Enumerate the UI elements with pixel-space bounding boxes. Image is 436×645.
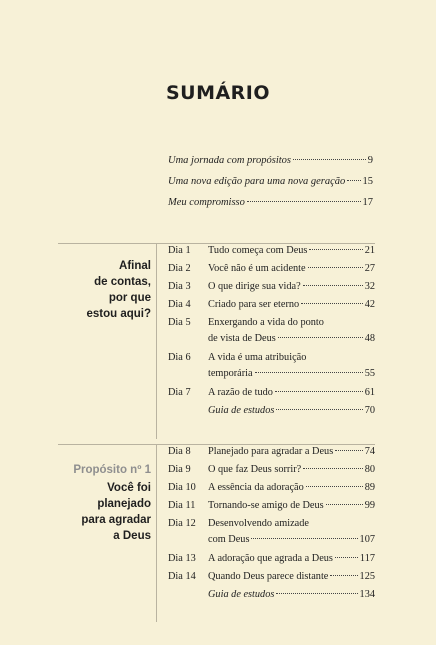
- leader-dots: [278, 337, 363, 338]
- entry-content: [208, 553, 375, 571]
- entry-title: O que faz Deus sorrir?: [208, 464, 302, 475]
- entry-day: Dia 11: [168, 500, 196, 511]
- entry-page: 74: [364, 446, 375, 457]
- entry-line: [208, 446, 375, 464]
- entry-line: [208, 500, 375, 518]
- entry-content: [208, 317, 375, 352]
- entry-day: Dia 14: [168, 571, 196, 582]
- section1-entries: [168, 245, 375, 423]
- intro-entry[interactable]: [168, 176, 373, 197]
- entry-page: 117: [359, 553, 375, 564]
- section2-vertical-rule: [156, 444, 157, 622]
- toc-entry[interactable]: [168, 464, 375, 482]
- entry-content: [208, 518, 375, 553]
- entry-content: [208, 589, 375, 607]
- entry-title: Desenvolvendo amizade: [208, 518, 309, 529]
- toc-entry[interactable]: [168, 571, 375, 589]
- entry-title: A vida é uma atribuição: [208, 352, 307, 363]
- leader-dots: [306, 486, 363, 487]
- leader-dots: [335, 450, 362, 451]
- leader-dots: [247, 201, 361, 202]
- entry-title: Tudo começa com Deus: [208, 245, 308, 256]
- intro-entry-title: Meu compromisso: [168, 197, 245, 208]
- entry-line: [208, 571, 375, 589]
- toc-entry[interactable]: [168, 387, 375, 405]
- entry-title: Criado para ser eterno: [208, 299, 300, 310]
- section1-heading-line: de contas,: [94, 276, 151, 288]
- entry-content: [208, 245, 375, 263]
- leader-dots: [251, 538, 357, 539]
- entry-page: 89: [364, 482, 375, 493]
- entry-content: [208, 352, 375, 387]
- entry-day: Dia 8: [168, 446, 191, 457]
- entry-page: 107: [359, 534, 375, 545]
- entry-page: 21: [364, 245, 375, 256]
- entry-line: [208, 281, 375, 299]
- entry-page: 27: [364, 263, 375, 274]
- entry-page: 134: [359, 589, 375, 600]
- entry-content: [208, 482, 375, 500]
- leader-dots: [303, 285, 363, 286]
- page-title: SUMÁRIO: [165, 82, 271, 104]
- entry-title: temporária: [208, 368, 253, 379]
- entry-page: 32: [364, 281, 375, 292]
- toc-entry[interactable]: [168, 352, 375, 387]
- entry-content: [208, 281, 375, 299]
- entry-title: Tornando-se amigo de Deus: [208, 500, 324, 511]
- entry-content: [208, 500, 375, 518]
- leader-dots: [330, 575, 357, 576]
- leader-dots: [309, 249, 362, 250]
- entry-line: [208, 534, 375, 553]
- entry-title: Você não é um acidente: [208, 263, 306, 274]
- intro-entry-page: 9: [367, 155, 373, 166]
- toc-entry[interactable]: [168, 589, 375, 607]
- leader-dots: [303, 468, 362, 469]
- leader-dots: [255, 372, 363, 373]
- section2-entries: [168, 446, 375, 607]
- section1-heading: [86, 258, 151, 322]
- entry-day: Dia 2: [168, 263, 191, 274]
- toc-entry[interactable]: [168, 500, 375, 518]
- entry-day: Dia 7: [168, 387, 191, 398]
- intro-entry-title: Uma nova edição para uma nova geração: [168, 176, 346, 187]
- entry-title: Quando Deus parece distante: [208, 571, 329, 582]
- intro-entry-title: Uma jornada com propósitos: [168, 155, 291, 166]
- entry-day: Dia 13: [168, 553, 196, 564]
- entry-line: [208, 333, 375, 352]
- toc-entry[interactable]: [168, 263, 375, 281]
- toc-entry[interactable]: [168, 553, 375, 571]
- entry-line: [208, 245, 375, 263]
- entry-page: 48: [364, 333, 375, 344]
- leader-dots: [335, 557, 358, 558]
- leader-dots: [276, 409, 362, 410]
- entry-day: Dia 6: [168, 352, 191, 363]
- section1-divider: [58, 243, 375, 244]
- section2-subtitle: Propósito nº 1: [73, 464, 151, 476]
- entry-day: [168, 405, 208, 423]
- entry-content: [208, 405, 375, 423]
- entry-day: Dia 10: [168, 482, 196, 493]
- leader-dots: [276, 593, 357, 594]
- toc-entry[interactable]: [168, 482, 375, 500]
- entry-day: [168, 589, 208, 607]
- intro-entry[interactable]: [168, 155, 373, 176]
- toc-entry[interactable]: [168, 317, 375, 352]
- entry-page: 42: [364, 299, 375, 310]
- entry-day: Dia 5: [168, 317, 191, 328]
- section1-vertical-rule: [156, 243, 157, 439]
- leader-dots: [326, 504, 363, 505]
- entry-page: 99: [364, 500, 375, 511]
- entry-page: 55: [364, 368, 375, 379]
- section2-heading-line: Você foi: [107, 482, 151, 494]
- entry-line: [208, 518, 375, 534]
- section2-divider: [58, 444, 375, 445]
- leader-dots: [301, 303, 363, 304]
- leader-dots: [275, 391, 363, 392]
- entry-line: [208, 317, 375, 333]
- toc-entry[interactable]: [168, 405, 375, 423]
- entry-page: 61: [364, 387, 375, 398]
- entry-line: [208, 405, 375, 423]
- section2-heading-line: para agradar: [81, 514, 151, 526]
- section1-heading-line: estou aqui?: [86, 308, 151, 320]
- toc-entry[interactable]: [168, 446, 375, 464]
- entry-line: [208, 482, 375, 500]
- section2-heading: [73, 462, 151, 544]
- toc-entry[interactable]: [168, 245, 375, 263]
- entry-line: [208, 589, 375, 607]
- intro-entry[interactable]: [168, 197, 373, 218]
- section2-heading-line: planejado: [97, 498, 151, 510]
- entry-content: [208, 263, 375, 281]
- entry-title: Enxergando a vida do ponto: [208, 317, 324, 328]
- entry-line: [208, 464, 375, 482]
- entry-content: [208, 446, 375, 464]
- entry-title: A essência da adoração: [208, 482, 304, 493]
- intro-list: [168, 155, 373, 218]
- entry-title: A adoração que agrada a Deus: [208, 553, 333, 564]
- section2-heading-line: a Deus: [113, 530, 151, 542]
- leader-dots: [293, 159, 366, 160]
- entry-content: [208, 571, 375, 589]
- toc-entry[interactable]: [168, 281, 375, 299]
- entry-day: Dia 12: [168, 518, 196, 529]
- section1-heading-line: Afinal: [119, 260, 151, 272]
- entry-line: [208, 299, 375, 317]
- toc-entry[interactable]: [168, 299, 375, 317]
- entry-title: Guia de estudos: [208, 589, 275, 600]
- entry-title: O que dirige sua vida?: [208, 281, 301, 292]
- section1-heading-line: por que: [108, 292, 151, 304]
- intro-entry-page: 17: [362, 197, 373, 208]
- entry-title: com Deus: [208, 534, 250, 545]
- entry-content: [208, 464, 375, 482]
- leader-dots: [308, 267, 363, 268]
- entry-page: 125: [359, 571, 375, 582]
- toc-entry[interactable]: [168, 518, 375, 553]
- entry-content: [208, 299, 375, 317]
- entry-page: 80: [364, 464, 375, 475]
- entry-day: Dia 9: [168, 464, 191, 475]
- entry-page: 70: [364, 405, 375, 416]
- entry-title: A razão de tudo: [208, 387, 273, 398]
- entry-line: [208, 368, 375, 387]
- entry-title: Guia de estudos: [208, 405, 275, 416]
- entry-line: [208, 553, 375, 571]
- entry-title: Planejado para agradar a Deus: [208, 446, 334, 457]
- intro-entry-page: 15: [362, 176, 373, 187]
- entry-line: [208, 352, 375, 368]
- leader-dots: [347, 180, 360, 181]
- entry-line: [208, 387, 375, 405]
- entry-line: [208, 263, 375, 281]
- entry-day: Dia 1: [168, 245, 191, 256]
- entry-day: Dia 4: [168, 299, 191, 310]
- entry-title: de vista de Deus: [208, 333, 276, 344]
- entry-day: Dia 3: [168, 281, 191, 292]
- entry-content: [208, 387, 375, 405]
